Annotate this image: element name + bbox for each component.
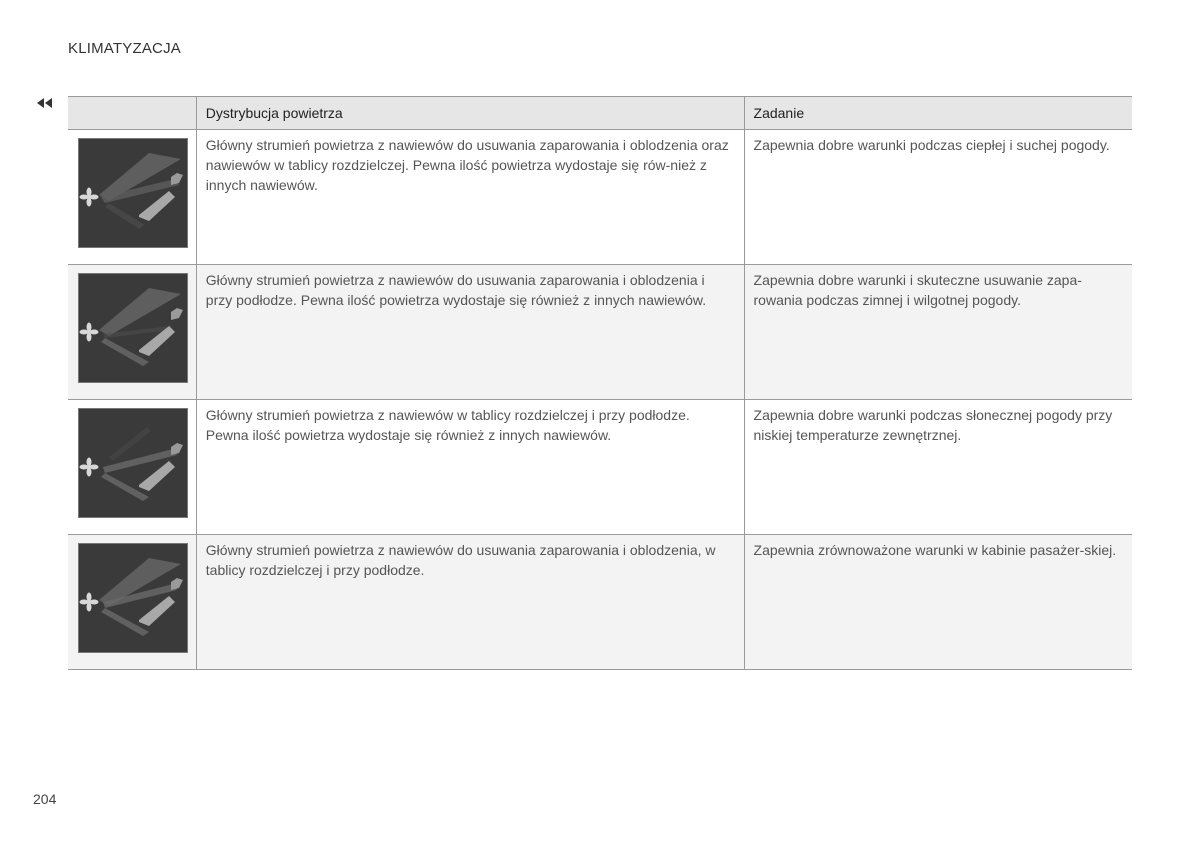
task-cell: Zapewnia dobre warunki i skuteczne usuwanie zapa-rowania podczas zimnej i wilgotnej pogody.	[744, 265, 1132, 400]
table-row	[68, 535, 1132, 670]
task-cell: Zapewnia zrównoważone warunki w kabinie pasażer-skiej.	[744, 535, 1132, 670]
airflow-all-vents-icon	[78, 543, 188, 653]
page-number: 204	[33, 791, 57, 807]
airflow-image-cell	[68, 265, 196, 400]
table-row	[68, 265, 1132, 400]
airflow-image-cell	[68, 400, 196, 535]
airflow-dash-floor-icon	[78, 408, 188, 518]
table-row	[68, 400, 1132, 535]
task-cell: Zapewnia dobre warunki podczas ciepłej i suchej pogody.	[744, 130, 1132, 265]
column-header-distribution: Dystrybucja powietrza	[196, 97, 744, 130]
airflow-table	[68, 96, 1132, 670]
distribution-cell: Główny strumień powietrza z nawiewów w tablicy rozdzielczej i przy podłodze. Pewna ilość powietrza wydostaje się również z innych nawiewów.	[196, 400, 744, 535]
column-header-image	[68, 97, 196, 130]
distribution-cell: Główny strumień powietrza z nawiewów do usuwania zaparowania i oblodzenia i przy podłodze. Pewna ilość powietrza wydostaje się również z innych nawiewów.	[196, 265, 744, 400]
column-header-task: Zadanie	[744, 97, 1132, 130]
distribution-cell: Główny strumień powietrza z nawiewów do usuwania zaparowania i oblodzenia, w tablicy rozdzielczej i przy podłodze.	[196, 535, 744, 670]
double-left-arrow-icon[interactable]	[36, 97, 54, 109]
airflow-image-cell	[68, 130, 196, 265]
airflow-defrost-floor-icon	[78, 273, 188, 383]
section-title: KLIMATYZACJA	[68, 40, 181, 57]
distribution-cell: Główny strumień powietrza z nawiewów do usuwania zaparowania i oblodzenia oraz nawiewów w tablicy rozdzielczej. Pewna ilość powietrza wydostaje się rów-nież z innych nawiewów.	[196, 130, 744, 265]
airflow-image-cell	[68, 535, 196, 670]
task-cell: Zapewnia dobre warunki podczas słonecznej pogody przy niskiej temperaturze zewnętrznej.	[744, 400, 1132, 535]
airflow-defrost-dash-icon	[78, 138, 188, 248]
table-header-row	[68, 97, 1132, 130]
table-row	[68, 130, 1132, 265]
